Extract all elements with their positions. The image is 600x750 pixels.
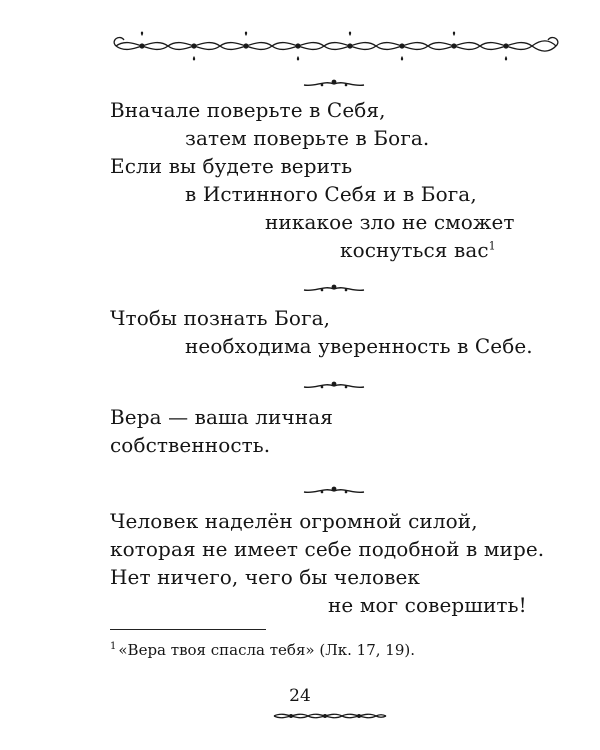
verse-line-text: коснуться вас <box>340 238 489 262</box>
verse-line: Человек наделён огромной силой, <box>110 509 478 533</box>
ornament-divider <box>302 378 366 392</box>
verse-line: в Истинного Себя и в Бога, <box>185 182 477 206</box>
verse-line-with-footnote <box>340 238 496 262</box>
verse-line: затем поверьте в Бога. <box>185 126 430 150</box>
verse-line: Если вы будете верить <box>110 154 353 178</box>
ornament-divider <box>302 483 366 497</box>
verse-line: Чтобы познать Бога, <box>110 306 331 330</box>
ornamental-border-top <box>112 24 560 68</box>
footnote-mark: 1 <box>110 641 117 652</box>
footnote-reference: 1 <box>488 239 496 253</box>
footnote <box>110 640 415 660</box>
ornament-divider <box>302 281 366 295</box>
footnote-text: «Вера твоя спасла тебя» (Лк. 17, 19). <box>118 641 415 659</box>
verse-line: Вера — ваша личная <box>110 405 333 429</box>
verse-line: необходима уверенность в Себе. <box>185 334 533 358</box>
verse-line: которая не имеет себе подобной в мире. <box>110 537 545 561</box>
verse-line: не мог совершить! <box>328 593 527 617</box>
page-number: 24 <box>289 686 311 706</box>
ornamental-border-bottom <box>270 706 390 724</box>
footnote-rule <box>110 629 266 630</box>
verse-line: никакое зло не сможет <box>265 210 515 234</box>
verse-line: Вначале поверьте в Себя, <box>110 98 386 122</box>
verse-line: собственность. <box>110 433 271 457</box>
ornament-divider <box>302 76 366 90</box>
verse-line: Нет ничего, чего бы человек <box>110 565 421 589</box>
